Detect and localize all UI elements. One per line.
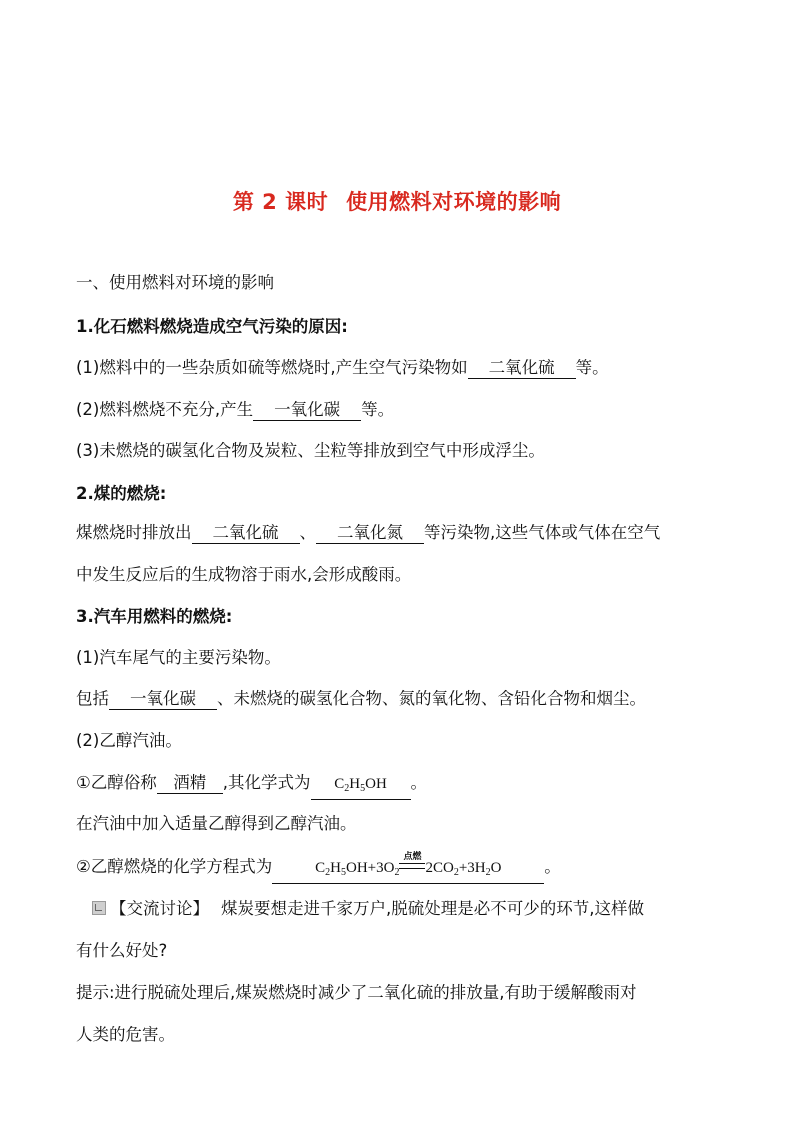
discussion-label: 【交流讨论】 [110, 899, 209, 918]
answer-blank: 一氧化碳 [109, 689, 217, 710]
answer-blank: 酒精 [157, 773, 223, 794]
lesson-topic: 使用燃料对环境的影响 [346, 190, 562, 214]
discussion-question: 【交流讨论】 煤炭要想走进千家万户,脱硫处理是必不可少的环节,这样做 [92, 898, 726, 920]
item3-c1: ①乙醇俗称 酒精 ,其化学式为 $C_2H_5OH$ 。 [76, 772, 726, 800]
page-title [0, 186, 794, 216]
item1-heading: 1.化石燃料燃烧造成空气污染的原因: [76, 317, 348, 336]
item3-c2: ②乙醇燃烧的化学方程式为 $C_2H_5OH+3O_2$ 点燃 $2CO_2+3H_2O$ 。 [76, 856, 726, 884]
item2-heading: 2.煤的燃烧: [76, 484, 167, 503]
item3-p2: (2)乙醇汽油。 [76, 731, 182, 750]
discussion-answer: 提示:进行脱硫处理后,煤炭燃烧时减少了二氧化硫的排放量,有助于缓解酸雨对 [76, 983, 637, 1002]
item2-line1: 煤燃烧时排放出 二氧化硫 、 二氧化氮 等污染物,这些气体或气体在空气 [76, 523, 661, 542]
reaction-condition: 点燃 [399, 858, 425, 878]
answer-blank: 一氧化碳 [253, 400, 361, 421]
item3-heading: 3.汽车用燃料的燃烧: [76, 607, 233, 626]
answer-blank: 二氧化氮 [316, 523, 424, 544]
section-heading: 一、使用燃料对环境的影响 [76, 273, 274, 292]
discussion-icon [92, 901, 106, 915]
item2-line2: 中发生反应后的生成物溶于雨水,会形成酸雨。 [76, 565, 412, 584]
item1-p1: (1)燃料中的一些杂质如硫等燃烧时,产生空气污染物如 二氧化硫 等。 [76, 358, 609, 377]
item3-p1b: 包括 一氧化碳 、未燃烧的碳氢化合物、氮的氧化物、含铅化合物和烟尘。 [76, 689, 646, 708]
discussion-answer-cont: 人类的危害。 [76, 1025, 175, 1044]
formula-blank: $C_2H_5OH$ [311, 774, 411, 800]
item3-p1: (1)汽车尾气的主要污染物。 [76, 648, 281, 667]
item1-p2: (2)燃料燃烧不充分,产生 一氧化碳 等。 [76, 400, 395, 419]
lesson-number: 第 2 课时 [232, 190, 329, 214]
equation-blank: $C_2H_5OH+3O_2$ 点燃 $2CO_2+3H_2O$ [272, 858, 544, 884]
discussion-question-cont: 有什么好处? [76, 941, 168, 960]
answer-blank: 二氧化硫 [192, 523, 300, 544]
item3-c1b: 在汽油中加入适量乙醇得到乙醇汽油。 [76, 814, 357, 833]
answer-blank: 二氧化硫 [468, 358, 576, 379]
item1-p3: (3)未燃烧的碳氢化合物及炭粒、尘粒等排放到空气中形成浮尘。 [76, 441, 545, 460]
